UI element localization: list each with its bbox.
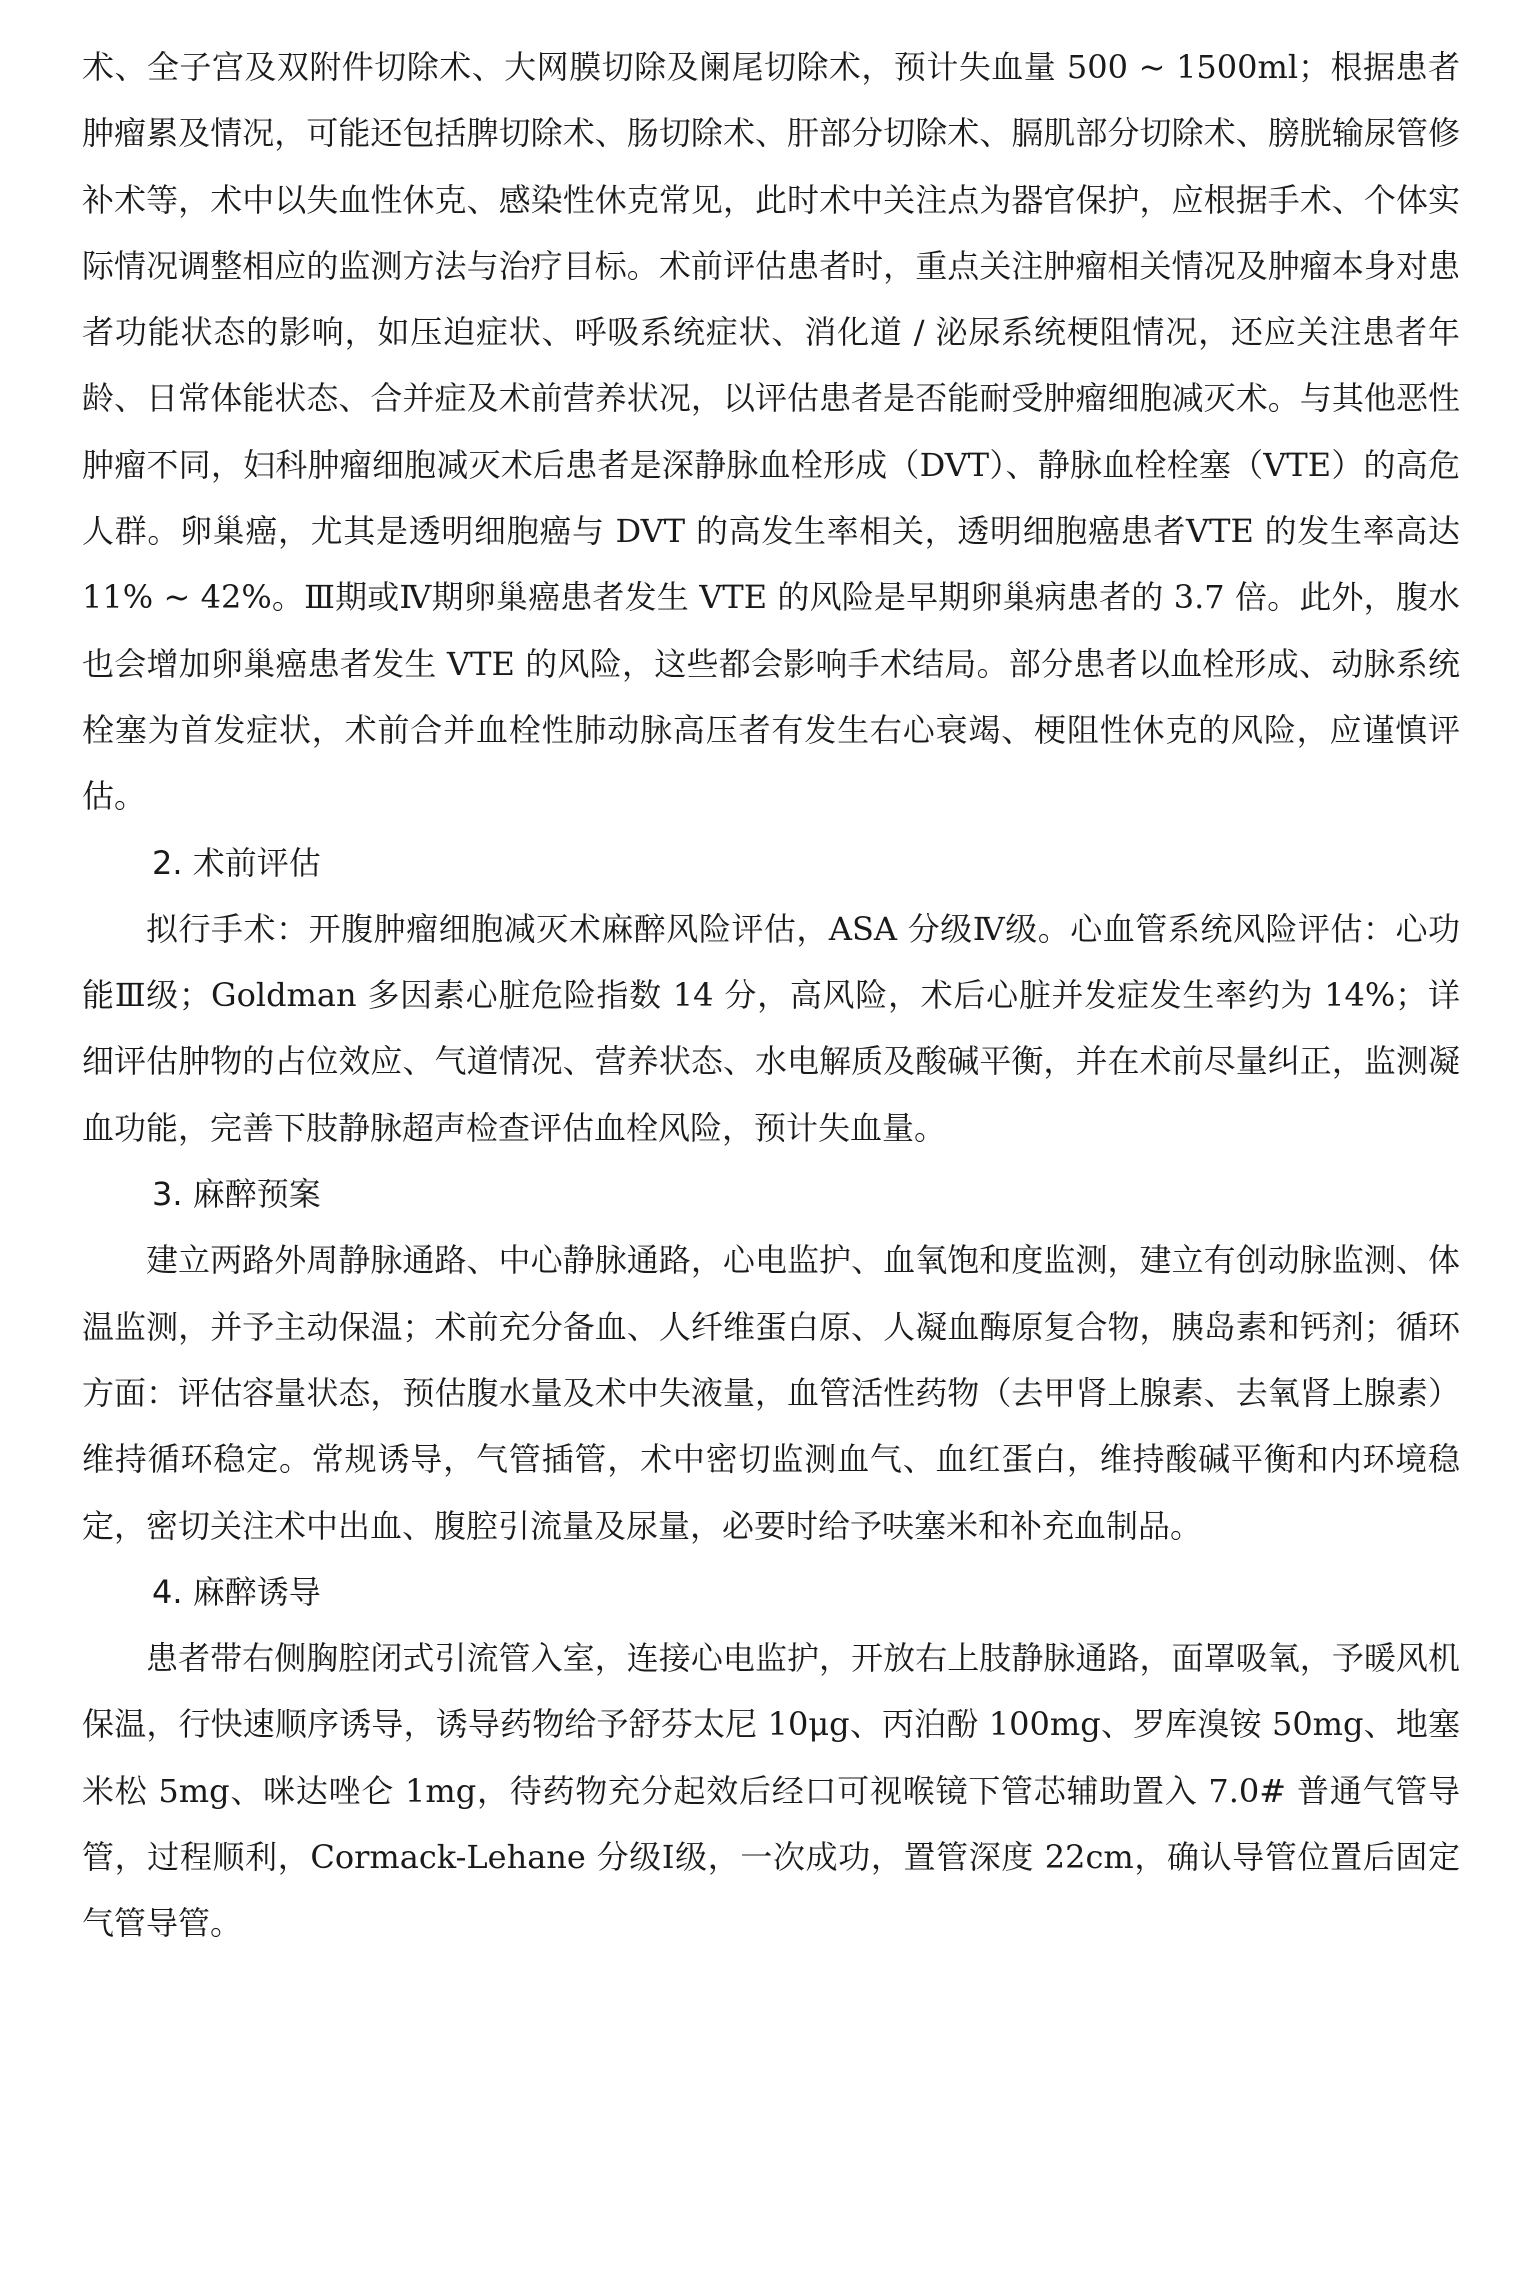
- document-page: [82, 34, 1460, 1957]
- section-heading-anesthesia-plan: 3. 麻醉预案: [152, 1175, 321, 1214]
- paragraph-preop-assessment: 拟行手术：开腹肿瘤细胞减灭术麻醉风险评估，ASA 分级Ⅳ级。心血管系统风险评估：心功能Ⅲ级；Goldman 多因素心脏危险指数 14 分，高风险，术后心脏并发症发生率约为 14%；详细评估肿物的占位效应、气道情况、营养状态、水电解质及酸碱平衡，并在术前尽量纠正，监测凝血功能，完善下肢静脉超声检查评估血栓风险，预计失血量。: [82, 909, 1460, 1147]
- paragraph-anesthesia-plan: 建立两路外周静脉通路、中心静脉通路，心电监护、血氧饱和度监测，建立有创动脉监测、体温监测，并予主动保温；术前充分备血、人纤维蛋白原、人凝血酶原复合物，胰岛素和钙剂；循环方面：评估容量状态，预估腹水量及术中失液量，血管活性药物（去甲肾上腺素、去氧肾上腺素）维持循环稳定。常规诱导，气管插管，术中密切监测血气、血红蛋白，维持酸碱平衡和内环境稳定，密切关注术中出血、腹腔引流量及尿量，必要时给予呋塞米和补充血制品。: [82, 1241, 1460, 1545]
- paragraph-anesthesia-induction: 患者带右侧胸腔闭式引流管入室，连接心电监护，开放右上肢静脉通路，面罩吸氧，予暖风机保温，行快速顺序诱导，诱导药物给予舒芬太尼 10μg、丙泊酚 100mg、罗库溴铵 50mg、地塞米松 5mg、咪达唑仑 1mg，待药物充分起效后经口可视喉镜下管芯辅助置入 7.0# 普通气管导管，过程顺利，Cormack-Lehane 分级Ⅰ级，一次成功，置管深度 22cm，确认导管位置后固定气管导管。: [82, 1639, 1460, 1943]
- section-heading-anesthesia-induction: 4. 麻醉诱导: [152, 1572, 321, 1611]
- paragraph-continued: 术、全子宫及双附件切除术、大网膜切除及阑尾切除术，预计失血量 500 ~ 1500ml；根据患者肿瘤累及情况，可能还包括脾切除术、肠切除术、肝部分切除术、膈肌部分切除术、膀胱输尿管修补术等，术中以失血性休克、感染性休克常见，此时术中关注点为器官保护，应根据手术、个体实际情况调整相应的监测方法与治疗目标。术前评估患者时，重点关注肿瘤相关情况及肿瘤本身对患者功能状态的影响，如压迫症状、呼吸系统症状、消化道 / 泌尿系统梗阻情况，还应关注患者年龄、日常体能状态、合并症及术前营养状况，以评估患者是否能耐受肿瘤细胞减灭术。与其他恶性肿瘤不同，妇科肿瘤细胞减灭术后患者是深静脉血栓形成（DVT）、静脉血栓栓塞（VTE）的高危人群。卵巢癌，尤其是透明细胞癌与 DVT 的高发生率相关，透明细胞癌患者VTE 的发生率高达 11% ~ 42%。Ⅲ期或Ⅳ期卵巢癌患者发生 VTE 的风险是早期卵巢病患者的 3.7 倍。此外，腹水也会增加卵巢癌患者发生 VTE 的风险，这些都会影响手术结局。部分患者以血栓形成、动脉系统栓塞为首发症状，术前合并血栓性肺动脉高压者有发生右心衰竭、梗阻性休克的风险，应谨慎评估。: [82, 48, 1460, 816]
- section-heading-preop-assessment: 2. 术前评估: [152, 843, 321, 882]
